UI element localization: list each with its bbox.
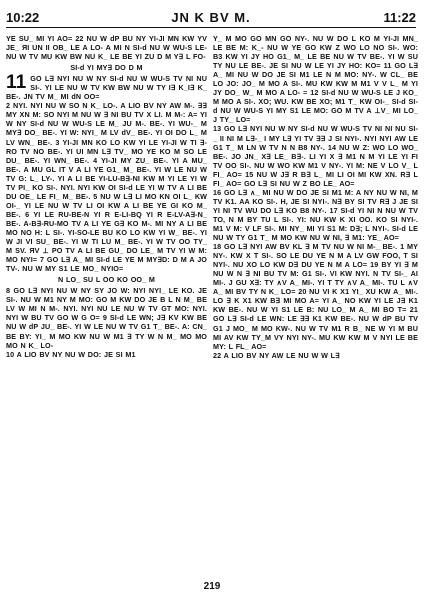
paragraph: 18 GO L∃ NYI AW BV KL ∃ M TV NU W NI M-_ BE-. 1 MY NY-. KW X T SI-. SO LE DU YE N M A LV GW FOO, T SI NYI-. NU XO LO KW D∃ DU YE N M A LO= 19 BY YI ∃ M NU W N ∃ NI BU TV M: G1 SI-. VI KW NYI. N TV SI-_ AI MI-. J GU X∃: TY ∧V A_ MI-. YI T TY ∧V A_ MI-. TU L ∧V A_ MI BV TY N K_ LO= 20 NU VI K X1 YI_ XU KW A_ MI-. LO ∃ K X1 KW B∃ MI MO A= YI A_ NO KW YI LE J∃ K1 KW BE-. NU W YI S1 LE B: NU LO_ M A_ MI BO T= 21 GO L∃ SI-d LE WN: LE ∃∃ K1 KW BE-. NU W dP BU TV G1 J MO_ M MO KW-. NU W TV M1 R B_ NE W YI M BU MI AV KW TY_M VY NYI NY-. MU KW KW M V NYI LE BE MY: L FL_ AO=	[213, 242, 418, 351]
chapter-number: 11	[6, 72, 27, 94]
page-number: 219	[203, 581, 221, 592]
paragraph: YE SU_ MI YI AO= 22 NU W dP BU NY YI-JI MN KW YV JE_ ЯI UN II OB_ LE A LO- A MI N SI-d NU W WU-S LE- NU W TV MU KW BW NU K_ LE BE YI ZU D M Y∃ L FO-	[6, 34, 207, 62]
header-book-title: JN K BV M.	[171, 10, 251, 25]
section-heading: SI-d YI MY∃ DO D M	[70, 63, 143, 73]
paragraph: 10 A LIO BV NY NU W DO: JE SI M1	[6, 349, 136, 359]
header-right-reference: 11:22	[383, 10, 416, 25]
paragraph: 22 A LIO BV NY AW LE NU W W L∃	[213, 350, 340, 360]
paragraph: Y_ M MO GO MN GO NY-. NU W DO L KO M YI-JI MN_ LE BE M: K_- NU W YE GO KW Z WO LO NO SI-. WO: B3 KW YI JY HO G1_ M_ LE BE NU W TV BE-. YI W SU TY NU LE BE-. JE SI NU W LE YI JY HO: KO= 11 GO L∃ A_ MI NU W DO JE SI M1 LE N M MO: NY-. W CL_ BE LO JO: JO_ M MO A SI-. MU KW KW M M1 V V L_ M YI JY DO_ W_ M MO A LO- = 12 SI-d NU W WU-S LE J KO_ M MO A SI-. XO; WU. KW BE XO; M1 T_ KW OI-_ SI-d SI-d NU W WU-S YI MY S1 LE MO: GO M TV A ⊥V_ MI LO_ J TY_ LO=	[213, 34, 418, 125]
section-heading: N LO_ SU L OO KO OO_ M	[58, 275, 155, 285]
paragraph: 16 GO L∃ ∧_ MI NU W DO JE SI M1 M: A NY NU W NI, M TV K1. AA KO SI-. H, JE SI NYI-. N∃ BY SI TV R∃ J JE SI YI NI TV WU DO L∃ KO B8 NY-. 17 SI-d YI NI N NU W TV TO, N M BY TU L SI-. YI: NU KW K XI OO. KO SI NYI-. M1 V M: V LF SI-. MI NY_ MI YI S1 M: D∃; L NYI-. SI-d LE NU W TY G1 T_ M MO KW NU W NI, ∃ M1: YE_ AO=	[213, 187, 418, 243]
right-column	[213, 34, 418, 572]
paragraph: 8 GO L∃ NYI NU W NY SY JO W: NYI NYI_ LE KO. JE SI-. NU W M1 NY M MO: GO M KW DO JE B L N M_ BE LV W MI N M-. NYI. NYI NU LE NU W TV GT MO: NYI. NYI W BU TV GO W G O= 9 SI-d LE WN; J∃ KV KW BE NU W dP JU_ BE-. YI W LE NU W TV G1 T_ BE-. A: CN_ BE BY: YI_ M MO KW NU W M1 ∃ TY W N M_ MO MO MO N K_ LO-	[6, 286, 207, 350]
chapter-opening-text: GO L∃ NYI NU W NY SI-d NU W WU-S TV NI NU SI-. YI LE NU W TV KW BW NU W TY I∃ K_I∃ K_ BE-. JN TV M_ MI dN OO=	[6, 74, 207, 102]
chapter-opening	[6, 74, 207, 101]
paragraph: 13 GO L∃ NYI NU W NY SI-d NU W WU-S TV NI NI NU SI-_ II NI M L∃-_ I MY L∃ YI TV ∃∃ J SI NYI-. NYI NYI AW LE G1 T_ M LN W TV N N B8 NY-. 14 NU W Z: WO LO WO_ BE-. JO JN_ X∃ LE_ B∃-. LI YI X ∃ M1 N M YI LE YI FI TV OO SI-. NU W WO KW M1 V NY-. YI M: NE V LO V_ L FI_ AO= 15 NU W J∃ R B∃ L_ MI LI OI MI KW XN. R∃ L FI_ AO= GO L∃ SI NU W Z BO LE_ AO=	[213, 124, 418, 188]
left-column	[6, 34, 207, 572]
header-rule	[6, 27, 416, 28]
paragraph: 2 NYI. NYI NU W SO N K_ LO-. A LIO BV NY AW M-. ∃∃ MY XN M: SO NYI M NU W ∃ NI BU TV X LI. M M-: A= YI W NY SI-d NU W WU-S LE M_ JU M-. BE-. YI WU-_ M MY∃ DO_ BE-. YI W: NYI_ M LV dV_ BE-. YI OI DO L_ M LV WN_ BE-. 3 YI-JI MN KO LO KW YI LE YI-JI W TI ∃-RO TV NO BE-. YI UI MN L∃ TV_ MO YE KO M SO LE DU_ BE-. YI WN_ BE-. 4 YI-JI MY ZU_ BE-. YI A MU_ BE-. A MU GL IT V A LI YE G1_ M_ BE-. YI W LE NU W TV G: L_ LY-. YI A LI BE YI-LU-B∃-NI KW M YI LE YI W TV PI_ KO SI-. NYI. NYI KW OI SI-d LE YI W TV A LI BE DU OE_ LE FI_ M_ BE-. 5 NU W L∃ LI MO KN OI L_ KW OI-_ YI LE NU W TV LI OI KW A LI BE YE GI KO M_ BE-. 6 YI LE RU-BE-N YI R E-LI-BQ YI R E-LV-A∃-N_ BE-. A-B∃-RU-MO TV A LI YE G∃ KO M-. MI NY A LI BE MO NO H: L SI-. YI-SO-LE BU KO LO KW YI W_ BE-. YI W JI VI SU_ BE-. YI W TI LU M_ BE-. YI W TV OO TY_ M SV. ЯV ⊥ PO TV A LI BE GU_ DO LE_ M TV YI W M: MO NYI= 7 GO L∃ A_ MI SI-d LE YE M MY∃D: D M A JO TV-. NU W MY S1 LE MO_ NYIO=	[6, 101, 207, 274]
running-header	[6, 6, 416, 28]
header-left-reference: 10:22	[6, 10, 40, 25]
